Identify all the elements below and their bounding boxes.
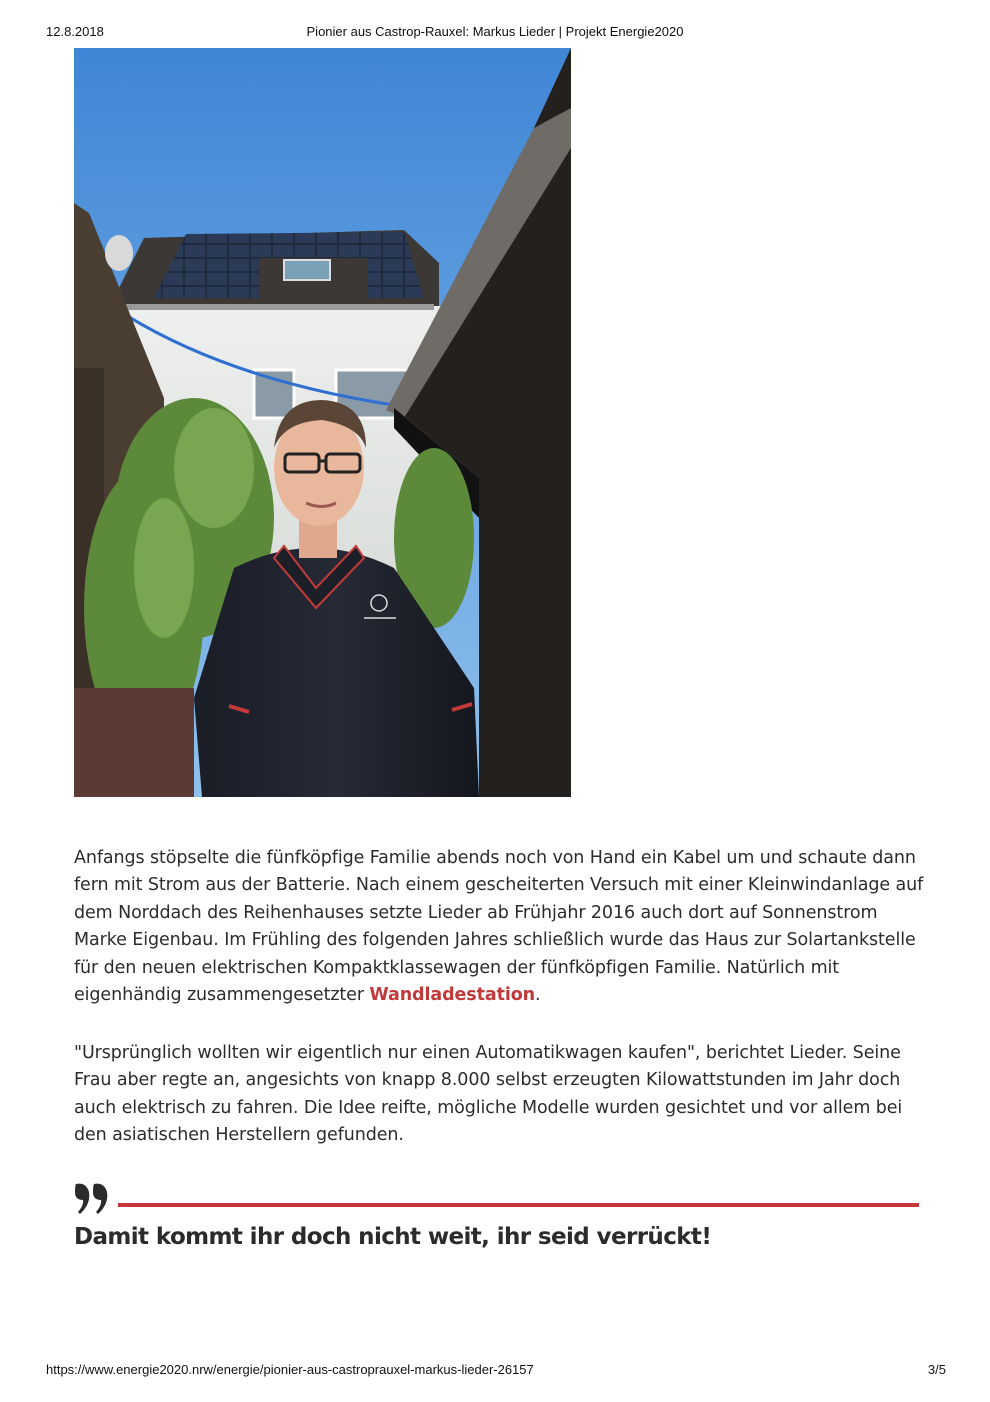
quote-divider: [118, 1203, 919, 1207]
page-url: https://www.energie2020.nrw/energie/pionier-aus-castroprauxel-markus-lieder-26157: [46, 1362, 534, 1377]
article-paragraph-2: "Ursprünglich wollten wir eigentlich nur einen Automatikwagen kaufen", berichtet Lieder. Seine Frau aber regte an, angesichts von knapp 8.000 selbst erzeugten Kilowattstunden im Jahr doch auch elektrisch zu fahren. Die Idee reifte, mögliche Modelle wurden gesichtet und vor allem bei den asiatischen Herstellern gefunden.: [74, 1043, 903, 1146]
page-number: 3/5: [927, 1362, 946, 1377]
paragraph-text-end: .: [535, 985, 541, 1006]
page-title: Pionier aus Castrop-Rauxel: Markus Lieder | Projekt Energie2020: [306, 24, 684, 39]
quote-icon: [72, 1180, 112, 1220]
wandladestation-link[interactable]: Wandladestation: [369, 985, 536, 1006]
paragraph-text: Anfangs stöpselte die fünfköpfige Familie abends noch von Hand ein Kabel um und schaute dann fern mit Strom aus der Batterie. Nach einem gescheiterten Versuch mit einer Kleinwindanlage auf dem Norddach des Reihenhauses setzte Lieder ab Frühjahr 2016 auch dort auf Sonnenstrom Marke Eigenbau. Im Frühling des folgenden Jahres schließlich wurde das Haus zur Solartankstelle für den neuen elektrischen Kompaktklassewagen der fünfköpfigen Familie. Natürlich mit eigenhändig zusammengesetzter: [74, 848, 924, 1006]
print-date: 12.8.2018: [46, 24, 104, 39]
man-in-front-of-house-with-solar-roof-photo: [74, 48, 571, 797]
pull-quote: Damit kommt ihr doch nicht weit, ihr seid verrückt!: [74, 1224, 712, 1250]
article-photo: [74, 48, 571, 797]
article-paragraph-1: [74, 845, 924, 1009]
